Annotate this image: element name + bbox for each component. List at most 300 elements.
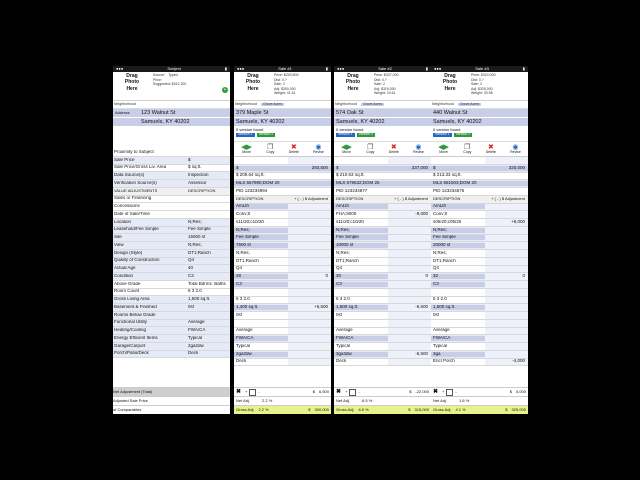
- adjustment-row[interactable]: [334, 258, 431, 266]
- adjustment-row[interactable]: [334, 273, 431, 281]
- row-value[interactable]: FWA/CA: [188, 328, 206, 333]
- description-cell[interactable]: Encl Porch: [431, 359, 485, 364]
- adjustment-cell[interactable]: [388, 219, 431, 226]
- adjustment-cell[interactable]: [288, 343, 331, 350]
- copy-icon[interactable]: ❐ Copy: [366, 143, 375, 154]
- sale-price-row[interactable]: $ 293,500: [234, 165, 331, 173]
- revise-icon[interactable]: ◉ Revise: [313, 143, 324, 154]
- row-value[interactable]: Assessor: [188, 180, 207, 185]
- adjustment-cell[interactable]: [388, 250, 431, 257]
- description-cell[interactable]: FWA/CA: [431, 336, 485, 341]
- version-chip[interactable]: Version 2: [258, 132, 274, 137]
- adjustment-row[interactable]: [334, 211, 431, 219]
- description-cell[interactable]: FHA;9000: [334, 212, 388, 217]
- proximity-row[interactable]: [334, 157, 431, 165]
- adjustment-row[interactable]: [431, 211, 528, 219]
- description-cell[interactable]: 3ga: [431, 352, 485, 357]
- subject-row[interactable]: [113, 180, 230, 188]
- adjustment-row[interactable]: [334, 219, 431, 227]
- adjustment-cell[interactable]: [288, 328, 331, 335]
- row-value[interactable]: Inspection: [188, 173, 209, 178]
- version-chip[interactable]: Version 1: [435, 132, 450, 137]
- adjustment-row[interactable]: [431, 328, 528, 336]
- adjustment-row[interactable]: [334, 335, 431, 343]
- delete-icon[interactable]: ✖ Delete: [485, 143, 496, 154]
- row-label: Concessions: [114, 204, 140, 209]
- description-cell[interactable]: N;Res;: [431, 251, 485, 256]
- subject-row[interactable]: [113, 281, 230, 289]
- adjustment-cell[interactable]: [288, 281, 331, 288]
- row-value[interactable]: C3: [188, 273, 194, 278]
- copy-icon[interactable]: ❐ Copy: [266, 143, 275, 154]
- adjustment-cell[interactable]: [485, 351, 528, 358]
- move-icon[interactable]: ◀▶ Move: [438, 143, 449, 154]
- adjustment-row[interactable]: [234, 227, 331, 235]
- adjustment-cell[interactable]: [288, 312, 331, 319]
- description-cell[interactable]: Q4: [431, 266, 485, 271]
- row-value[interactable]: DESCRIPTION: [188, 188, 216, 193]
- adjustment-cell[interactable]: [485, 211, 528, 218]
- adjustment-cell[interactable]: +6,500: [288, 304, 331, 311]
- adjustment-row[interactable]: [431, 359, 528, 367]
- subject-row[interactable]: [113, 211, 230, 219]
- verification-row[interactable]: PID 123234994: [234, 188, 331, 196]
- row-value[interactable]: 40: [188, 266, 194, 271]
- data-source-row[interactable]: MLS 579532;DOM 25: [334, 180, 431, 188]
- adjustment-cell[interactable]: [288, 250, 331, 257]
- description-cell[interactable]: C3: [334, 282, 388, 287]
- data-source-row[interactable]: MLS 567890;DOM 20: [234, 180, 331, 188]
- row-label: Sales or Financing: [114, 196, 152, 201]
- adjustment-row[interactable]: [334, 289, 431, 297]
- description-cell[interactable]: 20000 sf: [431, 243, 485, 248]
- adjustment-cell[interactable]: [388, 258, 431, 265]
- adjustment-row[interactable]: [334, 266, 431, 274]
- subject-row[interactable]: [113, 265, 230, 273]
- adjustment-cell[interactable]: [288, 219, 331, 226]
- description-cell[interactable]: DT1;Ranch: [234, 259, 288, 264]
- add-icon[interactable]: +: [223, 87, 227, 93]
- description-cell[interactable]: 28: [234, 274, 288, 279]
- adjustment-cell[interactable]: [485, 258, 528, 265]
- close-icon[interactable]: ✖: [236, 388, 242, 395]
- description-cell[interactable]: Typical: [334, 344, 388, 349]
- adjustment-row[interactable]: [431, 250, 528, 258]
- description-cell[interactable]: AmLth: [234, 204, 288, 209]
- adjustment-cell[interactable]: [288, 211, 331, 218]
- adjustment-cell[interactable]: [388, 281, 431, 288]
- subject-row[interactable]: [113, 165, 230, 173]
- adjustment-row[interactable]: [334, 351, 431, 359]
- description-cell[interactable]: 1,600 sq.ft.: [334, 305, 388, 310]
- proximity-row[interactable]: [234, 157, 331, 165]
- adjustment-row[interactable]: [234, 328, 331, 336]
- adjustment-cell[interactable]: [485, 281, 528, 288]
- adjustment-cell[interactable]: [288, 335, 331, 342]
- description-cell[interactable]: s05/20;c05/20: [431, 220, 485, 225]
- adjustment-row[interactable]: [334, 320, 431, 328]
- data-source-row[interactable]: MLS 581503;DOM 20: [431, 180, 528, 188]
- subject-row[interactable]: [113, 296, 230, 304]
- adjustment-cell[interactable]: [485, 335, 528, 342]
- adjustment-row[interactable]: [334, 250, 431, 258]
- description-cell[interactable]: s11/20;c10/20: [234, 220, 288, 225]
- verification-row[interactable]: PID 123234877: [334, 188, 431, 196]
- row-value[interactable]: N;Res;: [188, 219, 202, 224]
- row-value[interactable]: Q4: [188, 258, 195, 263]
- adjustment-row[interactable]: [234, 343, 331, 351]
- subject-row[interactable]: [113, 351, 230, 359]
- description-cell[interactable]: FWA/CA: [234, 336, 288, 341]
- subject-row[interactable]: [113, 234, 230, 242]
- close-icon[interactable]: ✖: [336, 388, 342, 395]
- row-value[interactable]: 15000 sf: [188, 235, 206, 240]
- adjustment-row[interactable]: [234, 304, 331, 312]
- adjustment-row[interactable]: [334, 304, 431, 312]
- description-cell[interactable]: Deck: [234, 359, 288, 364]
- adjustment-row[interactable]: [431, 304, 528, 312]
- description-cell[interactable]: 6 3 2.0: [334, 297, 388, 302]
- adjustment-cell[interactable]: [288, 242, 331, 249]
- adjustment-cell[interactable]: -4,000: [485, 359, 528, 366]
- adjustment-cell[interactable]: [485, 204, 528, 211]
- adjustment-cell[interactable]: [388, 289, 431, 296]
- version-chip[interactable]: Version 1: [338, 132, 353, 137]
- adjustment-row[interactable]: [234, 235, 331, 243]
- description-cell[interactable]: 0sf: [334, 313, 388, 318]
- adjustment-row[interactable]: [431, 227, 528, 235]
- description-cell[interactable]: 7500 sf: [234, 243, 288, 248]
- net-adjustment-toggle-row[interactable]: ✖ + - $ 6,500: [236, 388, 329, 395]
- adjustment-row[interactable]: [431, 242, 528, 250]
- adjustment-row[interactable]: [431, 335, 528, 343]
- description-cell[interactable]: N;Res;: [431, 228, 485, 233]
- adjustment-row[interactable]: [431, 289, 528, 297]
- description-cell[interactable]: DT1;Ranch: [334, 259, 388, 264]
- adjustment-row[interactable]: [431, 343, 528, 351]
- adjustment-cell[interactable]: 0: [485, 273, 528, 280]
- comp-footer: [334, 387, 431, 414]
- copy-icon[interactable]: ❐ Copy: [463, 143, 472, 154]
- adjustment-cell[interactable]: [388, 328, 431, 335]
- comparable-panel: [334, 66, 431, 414]
- description-cell[interactable]: Typical: [234, 344, 288, 349]
- subject-row[interactable]: [113, 289, 230, 297]
- row-value[interactable]: 0sf: [188, 304, 195, 309]
- row-value[interactable]: Fee Simple: [188, 227, 211, 232]
- revise-icon[interactable]: ◉ Revise: [413, 143, 424, 154]
- adjustment-cell[interactable]: [388, 320, 431, 327]
- row-value[interactable]: N;Res;: [188, 242, 202, 247]
- drag-photo-label: Drag Photo Here: [345, 73, 361, 92]
- adjustment-cell[interactable]: [485, 320, 528, 327]
- adjustment-row[interactable]: [431, 219, 528, 227]
- adjustment-row[interactable]: [334, 204, 431, 212]
- delete-icon[interactable]: ✖ Delete: [288, 143, 299, 154]
- row-label: Above Grade: [114, 281, 141, 286]
- description-cell[interactable]: Average: [334, 328, 388, 333]
- address-line2[interactable]: Samuels, KY 40202: [113, 118, 230, 127]
- description-cell[interactable]: Fee Simple: [334, 235, 388, 240]
- version-chip[interactable]: Version 1: [238, 132, 253, 137]
- adjustment-row[interactable]: [334, 281, 431, 289]
- photo-drop-area[interactable]: [234, 72, 331, 101]
- description-cell[interactable]: C3: [431, 282, 485, 287]
- verification-row[interactable]: PID 123234675: [431, 188, 528, 196]
- adjustment-row[interactable]: [431, 281, 528, 289]
- adjustment-cell[interactable]: [388, 204, 431, 211]
- adjustment-row[interactable]: [334, 328, 431, 336]
- adjustment-row[interactable]: [334, 227, 431, 235]
- adjustment-cell[interactable]: [388, 359, 431, 366]
- description-cell[interactable]: 0sf: [234, 313, 288, 318]
- comp-meta: Price: $293,500 Dist: 0.? Sale: 2 Adj: $300,000 Weight: 41.61: [274, 73, 299, 96]
- action-icons: [334, 142, 431, 157]
- adjustment-row[interactable]: [431, 266, 528, 274]
- subject-row[interactable]: [113, 320, 230, 328]
- adjustment-row[interactable]: [234, 219, 331, 227]
- description-cell[interactable]: 6 3 2.0: [431, 297, 485, 302]
- subject-row[interactable]: [113, 203, 230, 211]
- adjustment-cell[interactable]: 0: [288, 273, 331, 280]
- adjustment-cell[interactable]: [288, 227, 331, 234]
- proximity-row[interactable]: [431, 157, 528, 165]
- description-cell[interactable]: Average: [431, 328, 485, 333]
- row-value[interactable]: 2ga2dw: [188, 343, 204, 348]
- description-cell[interactable]: 30: [334, 274, 388, 279]
- address-line2[interactable]: Samuels, KY 40202: [334, 118, 431, 127]
- row-value[interactable]: $ sq.ft.: [188, 165, 202, 170]
- price-sqft-row[interactable]: $ 213.33 sq.ft.: [431, 173, 528, 181]
- description-cell[interactable]: 1,400 sq.ft.: [234, 305, 288, 310]
- description-cell[interactable]: Q4: [234, 266, 288, 271]
- version-chip[interactable]: Version 2: [455, 132, 471, 137]
- adjustment-cell[interactable]: [388, 227, 431, 234]
- adjustment-cell[interactable]: [388, 242, 431, 249]
- address-line1[interactable]: 574 Oak St: [334, 109, 431, 118]
- adjustment-cell[interactable]: -6,500: [388, 351, 431, 358]
- adjustment-row[interactable]: [234, 242, 331, 250]
- adjustment-row[interactable]: [334, 359, 431, 367]
- adjustment-row[interactable]: [234, 312, 331, 320]
- move-icon[interactable]: ◀▶ Move: [241, 143, 252, 154]
- adjustment-row[interactable]: [234, 204, 331, 212]
- adjustment-cell[interactable]: -6,500: [388, 304, 431, 311]
- adjustment-row[interactable]: [234, 273, 331, 281]
- price-sqft-row[interactable]: $ 210.63 sq.ft.: [334, 173, 431, 181]
- subject-row[interactable]: [113, 227, 230, 235]
- adjustment-cell[interactable]: [485, 297, 528, 304]
- adjustment-cell[interactable]: [288, 258, 331, 265]
- adjustment-cell[interactable]: [388, 297, 431, 304]
- neighborhood-row: Neighborhood Grove Acres: [334, 101, 431, 109]
- subject-row[interactable]: [113, 312, 230, 320]
- adjustment-row[interactable]: [234, 297, 331, 305]
- subject-row[interactable]: [113, 258, 230, 266]
- checkbox[interactable]: [349, 389, 356, 396]
- description-cell[interactable]: Typical: [431, 344, 485, 349]
- status-bar: ●●● Sale #1 ▮: [234, 66, 331, 72]
- row-value[interactable]: Deck: [188, 351, 199, 356]
- adjustment-row[interactable]: [234, 335, 331, 343]
- description-cell[interactable]: 1,500 sq.ft.: [431, 305, 485, 310]
- subject-row[interactable]: [113, 219, 230, 227]
- subject-row[interactable]: [113, 196, 230, 204]
- address-line1[interactable]: Address 123 Walnut St: [113, 109, 230, 118]
- adjustment-cell[interactable]: [485, 304, 528, 311]
- adjustment-cell[interactable]: [388, 266, 431, 273]
- adjustment-cell[interactable]: +9,000: [485, 219, 528, 226]
- description-cell[interactable]: N;Res;: [334, 251, 388, 256]
- row-value[interactable]: Average: [188, 320, 205, 325]
- description-cell[interactable]: N;Res;: [234, 251, 288, 256]
- sale-price-row[interactable]: $ 320,000: [431, 165, 528, 173]
- subject-row[interactable]: [113, 304, 230, 312]
- adjustment-row[interactable]: [234, 266, 331, 274]
- adjustment-cell[interactable]: [288, 351, 331, 358]
- adjustment-row[interactable]: [431, 312, 528, 320]
- description-cell[interactable]: DT1;Ranch: [431, 259, 485, 264]
- row-value[interactable]: Total Bdrms. Baths: [188, 281, 226, 286]
- version-chip[interactable]: Version 2: [358, 132, 374, 137]
- adjustment-cell[interactable]: -9,000: [388, 211, 431, 218]
- description-cell[interactable]: Q4: [334, 266, 388, 271]
- description-cell[interactable]: Fee Simple: [431, 235, 485, 240]
- checkbox[interactable]: [446, 389, 453, 396]
- adjustment-cell[interactable]: [485, 312, 528, 319]
- adjustment-row[interactable]: [234, 211, 331, 219]
- description-cell[interactable]: 6 3 2.0: [234, 297, 288, 302]
- photo-drop-area[interactable]: [334, 72, 431, 101]
- description-cell[interactable]: AmLth: [431, 204, 485, 209]
- adjustment-cell[interactable]: 0: [388, 273, 431, 280]
- description-cell[interactable]: Fee Simple: [234, 235, 288, 240]
- adjustment-row[interactable]: [234, 258, 331, 266]
- description-cell[interactable]: 10000 sf: [334, 243, 388, 248]
- adjustment-cell[interactable]: [388, 312, 431, 319]
- photo-drop-area[interactable]: [431, 72, 528, 101]
- adjustment-row[interactable]: [234, 250, 331, 258]
- adjustment-row[interactable]: [431, 320, 528, 328]
- adjustment-row[interactable]: [431, 204, 528, 212]
- description-cell[interactable]: Conv;0: [234, 212, 288, 217]
- description-cell[interactable]: AmLth: [334, 204, 388, 209]
- adjustment-row[interactable]: [234, 320, 331, 328]
- adjustment-row[interactable]: [334, 242, 431, 250]
- address-line2[interactable]: Samuels, KY 40202: [234, 118, 331, 127]
- adjustment-cell[interactable]: [485, 266, 528, 273]
- move-icon[interactable]: ◀▶ Move: [341, 143, 352, 154]
- description-cell[interactable]: Conv;0: [431, 212, 485, 217]
- sale-price-row[interactable]: $ 337,000: [334, 165, 431, 173]
- net-adjustment-toggle-row[interactable]: ✖ + - $ 5,000: [433, 388, 526, 395]
- row-value[interactable]: $: [188, 157, 191, 162]
- photo-drop-area[interactable]: [113, 72, 230, 101]
- adjustment-cell[interactable]: [485, 289, 528, 296]
- subject-row[interactable]: [113, 250, 230, 258]
- status-bar: ●●● Sale #2 ▮: [334, 66, 431, 72]
- adjustment-cell[interactable]: [288, 320, 331, 327]
- adjustment-row[interactable]: [334, 312, 431, 320]
- subject-row[interactable]: [113, 172, 230, 180]
- row-value[interactable]: 1,500 sq.ft.: [188, 297, 211, 302]
- adjustment-cell[interactable]: [485, 250, 528, 257]
- row-value[interactable]: 6 3 2.0: [188, 289, 202, 294]
- description-cell[interactable]: 3ga3dw: [334, 352, 388, 357]
- adjustment-cell[interactable]: [485, 343, 528, 350]
- row-value[interactable]: Typical: [188, 335, 203, 340]
- net-adjustment-toggle-row[interactable]: ✖ + - $ -22,000: [336, 388, 429, 395]
- description-cell[interactable]: Deck: [334, 359, 388, 364]
- adjustment-cell[interactable]: [388, 335, 431, 342]
- adjustment-cell[interactable]: [288, 359, 331, 366]
- adjustment-row[interactable]: [431, 273, 528, 281]
- description-cell[interactable]: N;Res;: [334, 228, 388, 233]
- delete-icon[interactable]: ✖ Delete: [388, 143, 399, 154]
- adjustment-row[interactable]: [234, 281, 331, 289]
- adjustment-row[interactable]: [234, 351, 331, 359]
- description-cell[interactable]: C3: [234, 282, 288, 287]
- adjustment-cell[interactable]: [485, 235, 528, 242]
- adjustment-cell[interactable]: [288, 289, 331, 296]
- adjustment-cell[interactable]: [485, 227, 528, 234]
- adjustment-row[interactable]: [234, 359, 331, 367]
- description-cell[interactable]: 2ga2dw: [234, 352, 288, 357]
- address-line1[interactable]: 440 Walnut St: [431, 109, 528, 118]
- revise-icon[interactable]: ◉ Revise: [510, 143, 521, 154]
- row-label: Sale Price/Gross Liv. Area: [114, 165, 167, 170]
- adjustment-row[interactable]: [334, 343, 431, 351]
- subject-row[interactable]: [113, 327, 230, 335]
- adjustment-row[interactable]: [431, 351, 528, 359]
- adjustment-row[interactable]: [334, 297, 431, 305]
- adjustment-cell[interactable]: [288, 235, 331, 242]
- subject-row[interactable]: [113, 242, 230, 250]
- adjustment-cell[interactable]: [288, 297, 331, 304]
- subject-row[interactable]: [113, 273, 230, 281]
- subject-row[interactable]: [113, 157, 230, 165]
- adjustment-cell[interactable]: [485, 242, 528, 249]
- adjustment-cell[interactable]: [485, 328, 528, 335]
- address-line1[interactable]: 379 Maple St: [234, 109, 331, 118]
- description-cell[interactable]: FWA/CA: [334, 336, 388, 341]
- subject-row[interactable]: [113, 343, 230, 351]
- adjustment-cell[interactable]: [388, 235, 431, 242]
- column-header: DESCRIPTION + ( - ) $ Adjustment: [234, 196, 331, 204]
- subject-row[interactable]: [113, 335, 230, 343]
- description-cell[interactable]: Average: [234, 328, 288, 333]
- adjustment-cell[interactable]: [288, 266, 331, 273]
- description-cell[interactable]: N;Res;: [234, 228, 288, 233]
- description-cell[interactable]: 32: [431, 274, 485, 279]
- adjustment-row[interactable]: [431, 297, 528, 305]
- adjustment-cell[interactable]: [388, 343, 431, 350]
- adjustment-row[interactable]: [431, 235, 528, 243]
- adjustment-row[interactable]: [334, 235, 431, 243]
- subject-row[interactable]: [113, 149, 230, 157]
- description-cell[interactable]: s11/20;c10/20: [334, 220, 388, 225]
- price-sqft-row[interactable]: $ 209.64 sq.ft.: [234, 173, 331, 181]
- adjustment-cell[interactable]: [288, 204, 331, 211]
- adjustment-row[interactable]: [234, 289, 331, 297]
- description-cell[interactable]: 0sf: [431, 313, 485, 318]
- adjustment-row[interactable]: [431, 258, 528, 266]
- address-line2[interactable]: Samuels, KY 40202: [431, 118, 528, 127]
- row-value[interactable]: DT1;Ranch: [188, 250, 211, 255]
- close-icon[interactable]: ✖: [433, 388, 439, 395]
- subject-row[interactable]: [113, 188, 230, 196]
- checkbox[interactable]: [249, 389, 256, 396]
